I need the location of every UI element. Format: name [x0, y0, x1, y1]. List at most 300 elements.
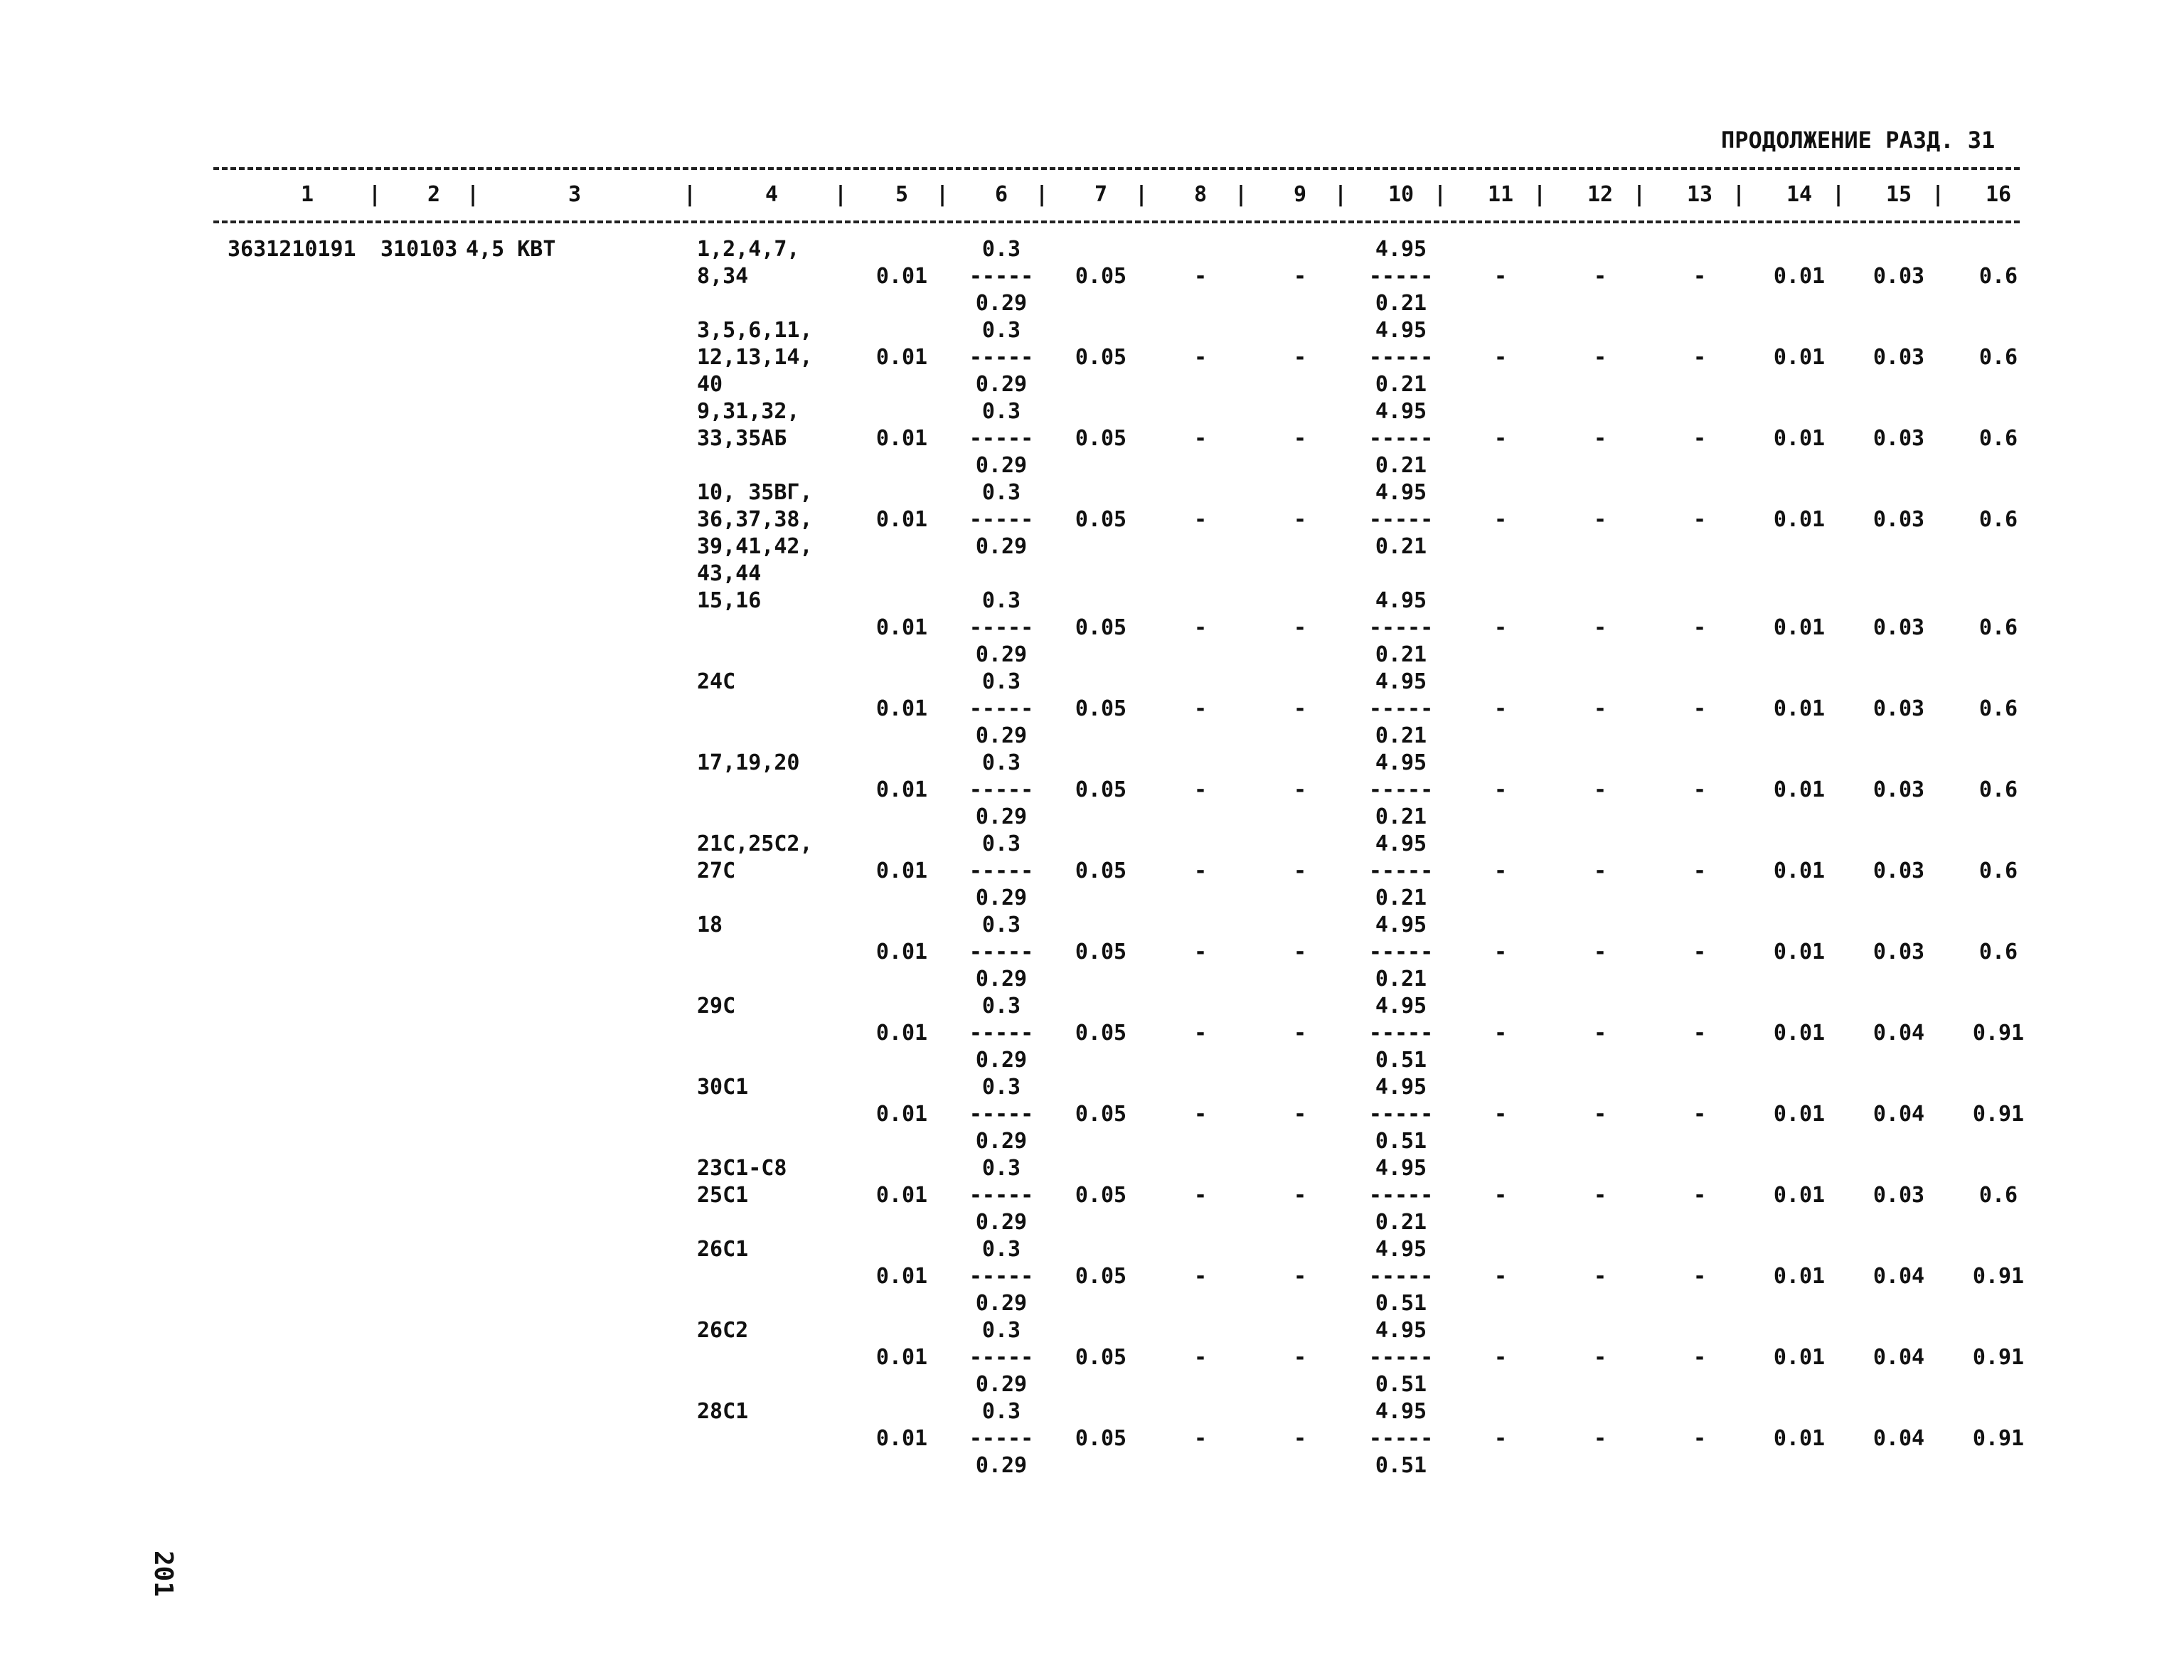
- cell-col11: -: [1493, 777, 1508, 802]
- column-separator: |: [1931, 182, 1945, 207]
- cell-col16: 0.6: [1978, 940, 2018, 964]
- cell-col5: 0.01: [875, 1345, 928, 1370]
- cell-col5: 0.01: [875, 1264, 928, 1289]
- cell-col9: -: [1293, 696, 1307, 721]
- cell-col5: 0.01: [875, 1021, 928, 1046]
- fraction-line: -----: [1368, 940, 1434, 964]
- column-header-12: 12: [1587, 182, 1614, 207]
- cell-col6-denominator: 0.29: [975, 804, 1028, 829]
- cell-col10-numerator: 4.95: [1375, 831, 1427, 856]
- cell-col14: 0.01: [1773, 1426, 1826, 1451]
- fraction-line: -----: [969, 1021, 1034, 1046]
- cell-col14: 0.01: [1773, 1021, 1826, 1046]
- cell-col5: 0.01: [875, 264, 928, 289]
- row-label-line: 26С2: [697, 1318, 749, 1343]
- cell-col10-denominator: 0.21: [1375, 642, 1427, 667]
- cell-col10-denominator: 0.21: [1375, 804, 1427, 829]
- column-header-7: 7: [1094, 182, 1108, 207]
- row-label-line: 15,16: [697, 588, 762, 613]
- cell-col6-numerator: 0.3: [981, 1237, 1021, 1262]
- cell-col11: -: [1493, 345, 1508, 370]
- cell-col9: -: [1293, 1183, 1307, 1208]
- cell-col6-numerator: 0.3: [981, 237, 1021, 262]
- row-label-line: 43,44: [697, 561, 762, 586]
- cell-col14: 0.01: [1773, 1102, 1826, 1127]
- cell-col14: 0.01: [1773, 426, 1826, 451]
- cell-col6-denominator: 0.29: [975, 372, 1028, 397]
- column-header-2: 2: [427, 182, 441, 207]
- cell-col6-denominator: 0.29: [975, 1372, 1028, 1397]
- cell-col16: 0.6: [1978, 858, 2018, 883]
- cell-col7: 0.05: [1075, 1426, 1127, 1451]
- row-label-line: 10, 35ВГ,: [697, 480, 813, 505]
- column-separator: |: [833, 182, 848, 207]
- cell-col8: -: [1193, 777, 1208, 802]
- cell-col13: -: [1693, 264, 1707, 289]
- cell-col13: -: [1693, 345, 1707, 370]
- fraction-line: -----: [1368, 345, 1434, 370]
- fraction-line: -----: [969, 1264, 1034, 1289]
- cell-col5: 0.01: [875, 426, 928, 451]
- cell-col14: 0.01: [1773, 1183, 1826, 1208]
- cell-col8: -: [1193, 858, 1208, 883]
- cell-col11: -: [1493, 1021, 1508, 1046]
- cell-col11: -: [1493, 615, 1508, 640]
- cell-col14: 0.01: [1773, 507, 1826, 532]
- cell-col5: 0.01: [875, 858, 928, 883]
- cell-col15: 0.03: [1873, 426, 1925, 451]
- column-header-8: 8: [1193, 182, 1208, 207]
- cell-col6-denominator: 0.29: [975, 453, 1028, 478]
- cell-col8: -: [1193, 1183, 1208, 1208]
- cell-col9: -: [1293, 507, 1307, 532]
- cell-col6-numerator: 0.3: [981, 750, 1021, 775]
- cell-col14: 0.01: [1773, 777, 1826, 802]
- cell-col14: 0.01: [1773, 345, 1826, 370]
- cell-col6-denominator: 0.29: [975, 1129, 1028, 1154]
- cell-col14: 0.01: [1773, 264, 1826, 289]
- cell-col6-numerator: 0.3: [981, 913, 1021, 937]
- cell-col13: -: [1693, 1183, 1707, 1208]
- cell-col11: -: [1493, 426, 1508, 451]
- cell-col8: -: [1193, 507, 1208, 532]
- cell-col10-denominator: 0.21: [1375, 372, 1427, 397]
- cell-col16: 0.6: [1978, 696, 2018, 721]
- cell-col13: -: [1693, 858, 1707, 883]
- row-label-line: 17,19,20: [697, 750, 800, 775]
- cell-col6-denominator: 0.29: [975, 1291, 1028, 1316]
- cell-col10-denominator: 0.51: [1375, 1372, 1427, 1397]
- cell-col6-numerator: 0.3: [981, 480, 1021, 505]
- cell-col14: 0.01: [1773, 1345, 1826, 1370]
- cell-col9: -: [1293, 777, 1307, 802]
- column-header-4: 4: [765, 182, 779, 207]
- cell-col7: 0.05: [1075, 1264, 1127, 1289]
- cell-col8: -: [1193, 1021, 1208, 1046]
- row-label-line: 3,5,6,11,: [697, 318, 813, 343]
- fraction-line: -----: [1368, 264, 1434, 289]
- fraction-line: -----: [969, 858, 1034, 883]
- fraction-line: -----: [969, 345, 1034, 370]
- column-header-10: 10: [1387, 182, 1415, 207]
- cell-col6-denominator: 0.29: [975, 1210, 1028, 1235]
- cell-col5: 0.01: [875, 615, 928, 640]
- row-label-line: 9,31,32,: [697, 399, 800, 424]
- cell-col12: -: [1593, 1021, 1607, 1046]
- column-header-11: 11: [1487, 182, 1514, 207]
- fraction-line: -----: [1368, 426, 1434, 451]
- cell-col12: -: [1593, 777, 1607, 802]
- cell-col5: 0.01: [875, 940, 928, 964]
- cell-col5: 0.01: [875, 1183, 928, 1208]
- cell-col10-numerator: 4.95: [1375, 399, 1427, 424]
- item-description: 4,5 КВТ: [466, 237, 556, 262]
- cell-col12: -: [1593, 345, 1607, 370]
- cell-col14: 0.01: [1773, 1264, 1826, 1289]
- cell-col5: 0.01: [875, 696, 928, 721]
- cell-col15: 0.04: [1873, 1345, 1925, 1370]
- cell-col10-numerator: 4.95: [1375, 1318, 1427, 1343]
- cell-col12: -: [1593, 1102, 1607, 1127]
- cell-col11: -: [1493, 1426, 1508, 1451]
- cell-col16: 0.91: [1972, 1021, 2025, 1046]
- cell-col8: -: [1193, 696, 1208, 721]
- cell-col8: -: [1193, 940, 1208, 964]
- column-separator: |: [935, 182, 949, 207]
- cell-col9: -: [1293, 426, 1307, 451]
- cell-col11: -: [1493, 940, 1508, 964]
- cell-col6-numerator: 0.3: [981, 588, 1021, 613]
- cell-col10-denominator: 0.51: [1375, 1453, 1427, 1478]
- cell-col11: -: [1493, 696, 1508, 721]
- cell-col16: 0.6: [1978, 264, 2018, 289]
- fraction-line: -----: [1368, 777, 1434, 802]
- cell-col7: 0.05: [1075, 940, 1127, 964]
- cell-col6-denominator: 0.29: [975, 886, 1028, 910]
- cell-col7: 0.05: [1075, 696, 1127, 721]
- column-header-6: 6: [994, 182, 1008, 207]
- cell-col6-numerator: 0.3: [981, 1075, 1021, 1100]
- cell-col9: -: [1293, 858, 1307, 883]
- cell-col9: -: [1293, 1264, 1307, 1289]
- cell-col7: 0.05: [1075, 615, 1127, 640]
- header-bottom-rule: [213, 220, 2020, 223]
- column-separator: |: [1632, 182, 1646, 207]
- fraction-line: -----: [969, 1345, 1034, 1370]
- cell-col13: -: [1693, 426, 1707, 451]
- cell-col16: 0.6: [1978, 345, 2018, 370]
- row-label-line: 1,2,4,7,: [697, 237, 800, 262]
- column-separator: |: [1134, 182, 1149, 207]
- header-top-rule: [213, 167, 2020, 170]
- cell-col12: -: [1593, 507, 1607, 532]
- column-header-3: 3: [568, 182, 582, 207]
- cell-col15: 0.03: [1873, 858, 1925, 883]
- column-separator: |: [1831, 182, 1845, 207]
- cell-col15: 0.03: [1873, 345, 1925, 370]
- fraction-line: -----: [969, 940, 1034, 964]
- cell-col12: -: [1593, 1345, 1607, 1370]
- cell-col10-denominator: 0.21: [1375, 534, 1427, 559]
- cell-col10-numerator: 4.95: [1375, 1075, 1427, 1100]
- fraction-line: -----: [969, 507, 1034, 532]
- cell-col12: -: [1593, 858, 1607, 883]
- cell-col10-numerator: 4.95: [1375, 1399, 1427, 1424]
- cell-col13: -: [1693, 777, 1707, 802]
- cell-col6-numerator: 0.3: [981, 669, 1021, 694]
- cell-col8: -: [1193, 345, 1208, 370]
- cell-col7: 0.05: [1075, 858, 1127, 883]
- row-label-line: 29С: [697, 994, 736, 1019]
- cell-col11: -: [1493, 1345, 1508, 1370]
- cell-col15: 0.03: [1873, 696, 1925, 721]
- cell-col13: -: [1693, 615, 1707, 640]
- fraction-line: -----: [1368, 696, 1434, 721]
- fraction-line: -----: [969, 696, 1034, 721]
- cell-col6-denominator: 0.29: [975, 1048, 1028, 1073]
- cell-col10-numerator: 4.95: [1375, 318, 1427, 343]
- cell-col10-numerator: 4.95: [1375, 1237, 1427, 1262]
- cell-col12: -: [1593, 1426, 1607, 1451]
- cell-col12: -: [1593, 426, 1607, 451]
- cell-col6-denominator: 0.29: [975, 642, 1028, 667]
- fraction-line: -----: [1368, 1021, 1434, 1046]
- row-label-line: 25С1: [697, 1183, 749, 1208]
- cell-col5: 0.01: [875, 507, 928, 532]
- cell-col10-denominator: 0.21: [1375, 886, 1427, 910]
- cell-col10-numerator: 4.95: [1375, 750, 1427, 775]
- cell-col8: -: [1193, 615, 1208, 640]
- cell-col10-denominator: 0.21: [1375, 967, 1427, 991]
- cell-col10-denominator: 0.51: [1375, 1048, 1427, 1073]
- cell-col11: -: [1493, 507, 1508, 532]
- cell-col9: -: [1293, 1426, 1307, 1451]
- fraction-line: -----: [969, 426, 1034, 451]
- fraction-line: -----: [1368, 1345, 1434, 1370]
- cell-col15: 0.04: [1873, 1102, 1925, 1127]
- fraction-line: -----: [1368, 1183, 1434, 1208]
- cell-col6-numerator: 0.3: [981, 318, 1021, 343]
- row-label-line: 39,41,42,: [697, 534, 813, 559]
- cell-col12: -: [1593, 615, 1607, 640]
- cell-col7: 0.05: [1075, 426, 1127, 451]
- column-header-14: 14: [1786, 182, 1813, 207]
- fraction-line: -----: [1368, 1426, 1434, 1451]
- cell-col16: 0.91: [1972, 1426, 2025, 1451]
- section-heading: ПРОДОЛЖЕНИЕ РАЗД. 31: [1721, 127, 1996, 154]
- fraction-line: -----: [969, 1426, 1034, 1451]
- column-header-13: 13: [1686, 182, 1713, 207]
- cell-col6-numerator: 0.3: [981, 994, 1021, 1019]
- cell-col6-denominator: 0.29: [975, 291, 1028, 316]
- cell-col13: -: [1693, 940, 1707, 964]
- cell-col13: -: [1693, 1021, 1707, 1046]
- fraction-line: -----: [969, 777, 1034, 802]
- cell-col15: 0.03: [1873, 507, 1925, 532]
- row-label-line: 40: [697, 372, 723, 397]
- cell-col10-numerator: 4.95: [1375, 994, 1427, 1019]
- cell-col5: 0.01: [875, 345, 928, 370]
- cell-col10-denominator: 0.21: [1375, 291, 1427, 316]
- cell-col16: 0.6: [1978, 1183, 2018, 1208]
- column-separator: |: [368, 182, 382, 207]
- row-label-line: 27С: [697, 858, 736, 883]
- cell-col15: 0.03: [1873, 777, 1925, 802]
- cell-col10-denominator: 0.51: [1375, 1129, 1427, 1154]
- cell-col15: 0.03: [1873, 1183, 1925, 1208]
- column-separator: |: [1035, 182, 1049, 207]
- cell-col5: 0.01: [875, 1426, 928, 1451]
- cell-col11: -: [1493, 858, 1508, 883]
- cell-col7: 0.05: [1075, 1183, 1127, 1208]
- cell-col14: 0.01: [1773, 858, 1826, 883]
- item-code: 3631210191: [228, 237, 356, 262]
- cell-col5: 0.01: [875, 1102, 928, 1127]
- cell-col11: -: [1493, 1102, 1508, 1127]
- cell-col8: -: [1193, 1345, 1208, 1370]
- cell-col10-numerator: 4.95: [1375, 480, 1427, 505]
- cell-col10-denominator: 0.21: [1375, 723, 1427, 748]
- cell-col10-denominator: 0.21: [1375, 1210, 1427, 1235]
- cell-col5: 0.01: [875, 777, 928, 802]
- column-separator: |: [466, 182, 480, 207]
- cell-col11: -: [1493, 264, 1508, 289]
- fraction-line: -----: [1368, 1102, 1434, 1127]
- cell-col15: 0.03: [1873, 615, 1925, 640]
- cell-col16: 0.6: [1978, 615, 2018, 640]
- column-header-16: 16: [1985, 182, 2012, 207]
- row-label-line: 21С,25С2,: [697, 831, 813, 856]
- fraction-line: -----: [969, 1102, 1034, 1127]
- row-label-line: 26С1: [697, 1237, 749, 1262]
- fraction-line: -----: [969, 615, 1034, 640]
- cell-col10-numerator: 4.95: [1375, 237, 1427, 262]
- column-separator: |: [1433, 182, 1447, 207]
- cell-col7: 0.05: [1075, 1345, 1127, 1370]
- cell-col12: -: [1593, 1183, 1607, 1208]
- fraction-line: -----: [969, 1183, 1034, 1208]
- cell-col6-denominator: 0.29: [975, 723, 1028, 748]
- cell-col7: 0.05: [1075, 507, 1127, 532]
- cell-col6-denominator: 0.29: [975, 534, 1028, 559]
- fraction-line: -----: [969, 264, 1034, 289]
- cell-col10-denominator: 0.51: [1375, 1291, 1427, 1316]
- cell-col6-denominator: 0.29: [975, 967, 1028, 991]
- cell-col9: -: [1293, 1021, 1307, 1046]
- row-label-line: 28С1: [697, 1399, 749, 1424]
- cell-col9: -: [1293, 940, 1307, 964]
- cell-col8: -: [1193, 426, 1208, 451]
- cell-col10-numerator: 4.95: [1375, 669, 1427, 694]
- cell-col9: -: [1293, 1102, 1307, 1127]
- column-header-1: 1: [300, 182, 314, 207]
- cell-col6-numerator: 0.3: [981, 1318, 1021, 1343]
- row-label-line: 36,37,38,: [697, 507, 813, 532]
- cell-col10-numerator: 4.95: [1375, 1156, 1427, 1181]
- cell-col7: 0.05: [1075, 1102, 1127, 1127]
- cell-col16: 0.6: [1978, 507, 2018, 532]
- fraction-line: -----: [1368, 1264, 1434, 1289]
- cell-col16: 0.91: [1972, 1102, 2025, 1127]
- cell-col15: 0.04: [1873, 1426, 1925, 1451]
- cell-col16: 0.91: [1972, 1345, 2025, 1370]
- cell-col12: -: [1593, 264, 1607, 289]
- cell-col10-numerator: 4.95: [1375, 588, 1427, 613]
- cell-col13: -: [1693, 1426, 1707, 1451]
- cell-col7: 0.05: [1075, 345, 1127, 370]
- cell-col11: -: [1493, 1264, 1508, 1289]
- cell-col8: -: [1193, 264, 1208, 289]
- cell-col14: 0.01: [1773, 696, 1826, 721]
- item-code-2: 310103: [380, 237, 458, 262]
- cell-col8: -: [1193, 1102, 1208, 1127]
- column-header-9: 9: [1293, 182, 1307, 207]
- cell-col6-numerator: 0.3: [981, 399, 1021, 424]
- column-header-15: 15: [1885, 182, 1912, 207]
- cell-col16: 0.6: [1978, 777, 2018, 802]
- fraction-line: -----: [1368, 615, 1434, 640]
- cell-col8: -: [1193, 1426, 1208, 1451]
- column-separator: |: [1533, 182, 1547, 207]
- cell-col9: -: [1293, 1345, 1307, 1370]
- column-separator: |: [1732, 182, 1746, 207]
- cell-col13: -: [1693, 1264, 1707, 1289]
- cell-col14: 0.01: [1773, 940, 1826, 964]
- cell-col6-numerator: 0.3: [981, 1399, 1021, 1424]
- cell-col13: -: [1693, 696, 1707, 721]
- row-label-line: 24С: [697, 669, 736, 694]
- row-label-line: 33,35АБ: [697, 426, 787, 451]
- column-separator: |: [1234, 182, 1248, 207]
- row-label-line: 23С1-С8: [697, 1156, 787, 1181]
- fraction-line: -----: [1368, 507, 1434, 532]
- column-header-5: 5: [895, 182, 909, 207]
- cell-col6-denominator: 0.29: [975, 1453, 1028, 1478]
- cell-col9: -: [1293, 345, 1307, 370]
- cell-col9: -: [1293, 264, 1307, 289]
- row-label-line: 8,34: [697, 264, 749, 289]
- cell-col6-numerator: 0.3: [981, 831, 1021, 856]
- cell-col12: -: [1593, 696, 1607, 721]
- cell-col7: 0.05: [1075, 1021, 1127, 1046]
- cell-col7: 0.05: [1075, 264, 1127, 289]
- cell-col9: -: [1293, 615, 1307, 640]
- cell-col15: 0.04: [1873, 1264, 1925, 1289]
- cell-col8: -: [1193, 1264, 1208, 1289]
- cell-col15: 0.04: [1873, 1021, 1925, 1046]
- cell-col13: -: [1693, 507, 1707, 532]
- row-label-line: 18: [697, 913, 723, 937]
- column-separator: |: [683, 182, 697, 207]
- cell-col12: -: [1593, 1264, 1607, 1289]
- cell-col15: 0.03: [1873, 940, 1925, 964]
- cell-col13: -: [1693, 1102, 1707, 1127]
- cell-col6-numerator: 0.3: [981, 1156, 1021, 1181]
- row-label-line: 12,13,14,: [697, 345, 813, 370]
- page-number: 201: [149, 1551, 178, 1597]
- cell-col16: 0.91: [1972, 1264, 2025, 1289]
- row-label-line: 30С1: [697, 1075, 749, 1100]
- cell-col10-denominator: 0.21: [1375, 453, 1427, 478]
- cell-col13: -: [1693, 1345, 1707, 1370]
- cell-col11: -: [1493, 1183, 1508, 1208]
- cell-col12: -: [1593, 940, 1607, 964]
- column-separator: |: [1333, 182, 1348, 207]
- cell-col15: 0.03: [1873, 264, 1925, 289]
- cell-col7: 0.05: [1075, 777, 1127, 802]
- cell-col10-numerator: 4.95: [1375, 913, 1427, 937]
- cell-col16: 0.6: [1978, 426, 2018, 451]
